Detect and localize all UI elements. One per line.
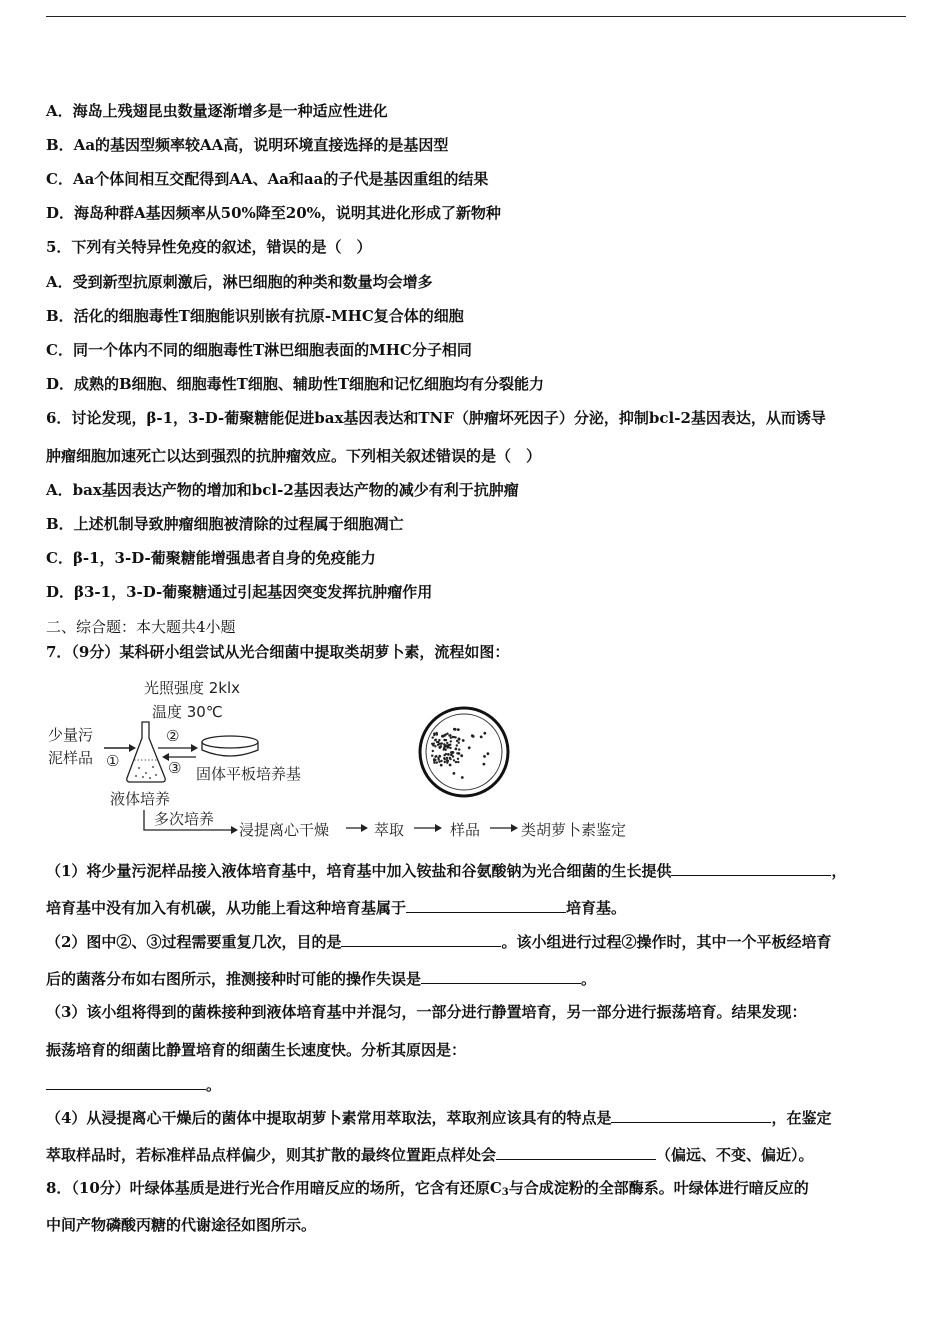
colony-dot [458,738,461,741]
figure-sample-label-1: 少量污 [48,726,94,744]
colony-dot [437,757,439,759]
q5-option-a: A．受到新型抗原刺激后，淋巴细胞的种类和数量均会增多 [46,273,433,291]
colony-dot [483,763,486,766]
colony-dot [458,742,460,744]
answer-blank-1[interactable] [671,860,831,876]
q4-option-c: C．Aa个体间相互交配得到AA、Aa和aa的子代是基因重组的结果 [46,170,489,188]
figure-sample-label-2: 泥样品 [48,749,94,767]
q7-part2-text-b-end: 。 [581,970,597,988]
arrowhead-to-flask [129,744,136,752]
answer-blank-2[interactable] [406,897,566,913]
q7-part4-text-a-end: ，在鉴定 [771,1109,832,1127]
colony-dot [444,758,446,760]
q7-part4-line1 [46,1107,831,1128]
q4-option-a: A．海岛上残翅昆虫数量逐渐增多是一种适应性进化 [46,102,388,120]
arrowhead-to-identify [511,824,518,832]
q4-option-b: B．Aa的基因型频率较AA高，说明环境直接选择的是基因型 [46,136,449,154]
step-2-marker: ② [166,727,180,745]
colony-dot [438,746,441,749]
q7-flow-figure [46,676,656,846]
q5-option-b: B．活化的细胞毒性T细胞能识别嵌有抗原-MHC复合体的细胞 [46,307,464,325]
q7-part2-text-a-end: 。该小组进行过程②操作时，其中一个平板经培育 [501,933,832,951]
q5-option-c: C．同一个体内不同的细胞毒性T淋巴细胞表面的MHC分子相同 [46,341,472,359]
colony-dot [436,761,438,763]
colony-dot [435,739,437,741]
colony-dot [434,745,436,747]
q7-part2-text-a: （2）图中②、③过程需要重复几次，目的是 [46,933,342,951]
q4-option-d: D．海岛种群A基因频率从50%降至20%，说明其进化形成了新物种 [46,204,501,222]
colony-dot [435,732,437,734]
q7-part3-text-end: 。 [206,1076,222,1094]
q7-part4-line2 [46,1144,814,1165]
colony-dot [455,761,457,763]
q6-option-b: B．上述机制导致肿瘤细胞被清除的过程属于细胞凋亡 [46,515,404,533]
answer-blank-5[interactable] [46,1074,206,1090]
colony-dot [432,750,434,752]
answer-blank-6[interactable] [611,1107,771,1123]
colony-dot [457,761,459,763]
header-rule [46,16,906,17]
colony-dot [440,760,442,762]
petri-dish-icon [202,736,258,756]
q6-option-d: D．β3-1，3-D-葡聚糖通过引起基因突变发挥抗肿瘤作用 [46,583,433,601]
colony-dot [449,747,451,749]
colony-dot [483,732,486,735]
step-3-marker: ③ [168,759,182,777]
arrowhead-to-extract [361,824,368,832]
q6-option-c: C．β-1，3-D-葡聚糖能增强患者自身的免疫能力 [46,549,376,567]
answer-blank-7[interactable] [496,1144,656,1160]
q8-text-b: 与合成淀粉的全部酶系。叶绿体进行暗反应的 [508,1179,809,1197]
colony-dot [450,740,452,742]
figure-sample-step-label: 样品 [450,821,481,839]
colony-dot [445,753,447,755]
colony-dot [433,762,435,764]
q7-part3-line3 [46,1074,221,1095]
colony-dot [468,746,471,749]
q8-text-a: 8．（10分）叶绿体基质是进行光合作用暗反应的场所，它含有还原C [46,1179,502,1197]
colony-dot [457,758,459,760]
colony-dot [452,755,454,757]
colony-dot [487,752,490,755]
q7-stem: 7．（9分）某科研小组尝试从光合细菌中提取类胡萝卜素，流程如图： [46,643,510,661]
q7-part1-text-a-end: ， [831,862,847,880]
colony-dot [454,728,457,731]
colony-dot [440,764,443,767]
colony-dot [458,748,460,750]
answer-blank-4[interactable] [421,968,581,984]
colony-dot [456,744,458,746]
colony-dot [432,736,434,738]
colony-dot [444,761,446,763]
step-1-marker: ① [106,752,120,770]
q7-part1-line2 [46,897,626,918]
q8-line2: 中间产物磷酸丙糖的代谢途径如图所示。 [46,1216,317,1234]
q7-part2-line2 [46,968,596,989]
q8-line1 [46,1178,809,1203]
q7-part4-text-b: 萃取样品时，若标准样品点样偏少，则其扩散的最终位置距点样处会 [46,1146,497,1164]
colony-dot [451,751,453,753]
colony-dot [448,734,450,736]
answer-blank-3[interactable] [341,931,501,947]
colony-plate-icon [420,708,508,796]
figure-light-label: 光照强度 2klx [144,679,241,697]
colony-dot [434,756,436,758]
colony-dot [480,736,483,739]
figure-multi-label: 多次培养 [154,810,215,828]
colony-dot [446,742,448,744]
colony-dot [446,760,449,763]
q7-part1-text-b-end: 培育基。 [566,899,627,917]
colony-dot [453,759,455,761]
arrowhead-to-plate [191,744,198,752]
figure-temp-label: 温度 30℃ [152,703,223,721]
q7-part1-text-b: 培育基中没有加入有机碳，从功能上看这种培育基属于 [46,899,407,917]
colony-dot [453,772,456,775]
figure-plate-label: 固体平板培养基 [196,765,302,783]
colony-dot [457,728,460,731]
figure-identify-label: 类胡萝卜素鉴定 [521,821,627,839]
colony-dot [453,736,455,738]
q7-part4-text-b-end: （偏远、不变、偏近）。 [656,1146,814,1164]
colony-dot [438,743,440,745]
colony-dot [446,757,448,759]
q6-stem-line1: 6．讨论发现，β-1，3-D-葡聚糖能促进bax基因表达和TNF（肿瘤坏死因子）分泌，抑制bcl-2基因表达，从而诱导 [46,409,826,427]
colony-dot [431,755,433,757]
q8-subscript: 3 [501,1187,509,1198]
q7-part2-line1 [46,931,831,952]
figure-dry-label: 浸提离心干燥 [239,821,330,839]
q7-part3-line2: 振荡培育的细菌比静置培育的细菌生长速度快。分析其原因是： [46,1041,467,1059]
q7-part3-line1: （3）该小组将得到的菌株接种到液体培育基中并混匀，一部分进行静置培育，另一部分进行振荡培育。结果发现： [46,1003,807,1021]
colony-dot [449,764,452,767]
colony-dot [436,741,438,743]
multi-culture-arrowhead [231,826,238,834]
colony-dot [462,739,465,742]
colony-dot [444,739,446,741]
colony-dot [447,753,450,756]
colony-dot [461,776,464,779]
colony-dot [441,735,444,738]
colony-dot [449,757,451,759]
colony-dot [449,744,451,746]
colony-dot [458,752,461,755]
flask-icon [127,722,165,782]
colony-dot [433,734,435,736]
q7-part4-text-a: （4）从浸提离心干燥后的菌体中提取胡萝卜素常用萃取法，萃取剂应该具有的特点是 [46,1109,612,1127]
colony-dot [472,735,475,738]
colony-dot [443,743,445,745]
colony-dot [455,748,458,751]
figure-liquid-label: 液体培养 [110,790,171,808]
colony-dot [434,759,436,761]
colony-dot [445,745,447,747]
colony-dot [456,740,458,742]
colony-dot [433,743,435,745]
q7-part2-text-b: 后的菌落分布如右图所示，推测接种时可能的操作失误是 [46,970,422,988]
colony-dot [483,755,486,758]
arrowhead-to-sample [435,824,442,832]
section-2-heading: 二、综合题：本大题共4小题 [46,618,236,636]
figure-extract-label: 萃取 [374,821,405,839]
q5-stem: 5．下列有关特异性免疫的叙述，错误的是（ ） [46,238,372,256]
q6-option-a: A．bax基因表达产物的增加和bcl-2基因表达产物的减少有利于抗肿瘤 [46,481,519,499]
q7-part1-line1 [46,860,846,881]
colony-dot [460,754,463,757]
q5-option-d: D．成熟的B细胞、细胞毒性T细胞、辅助性T细胞和记忆细胞均有分裂能力 [46,375,545,393]
q6-stem-line2: 肿瘤细胞加速死亡以达到强烈的抗肿瘤效应。下列相关叙述错误的是（ ） [46,447,542,465]
q7-part1-text-a: （1）将少量污泥样品接入液体培育基中，培育基中加入铵盐和谷氨酸钠为光合细菌的生长提供 [46,862,672,880]
